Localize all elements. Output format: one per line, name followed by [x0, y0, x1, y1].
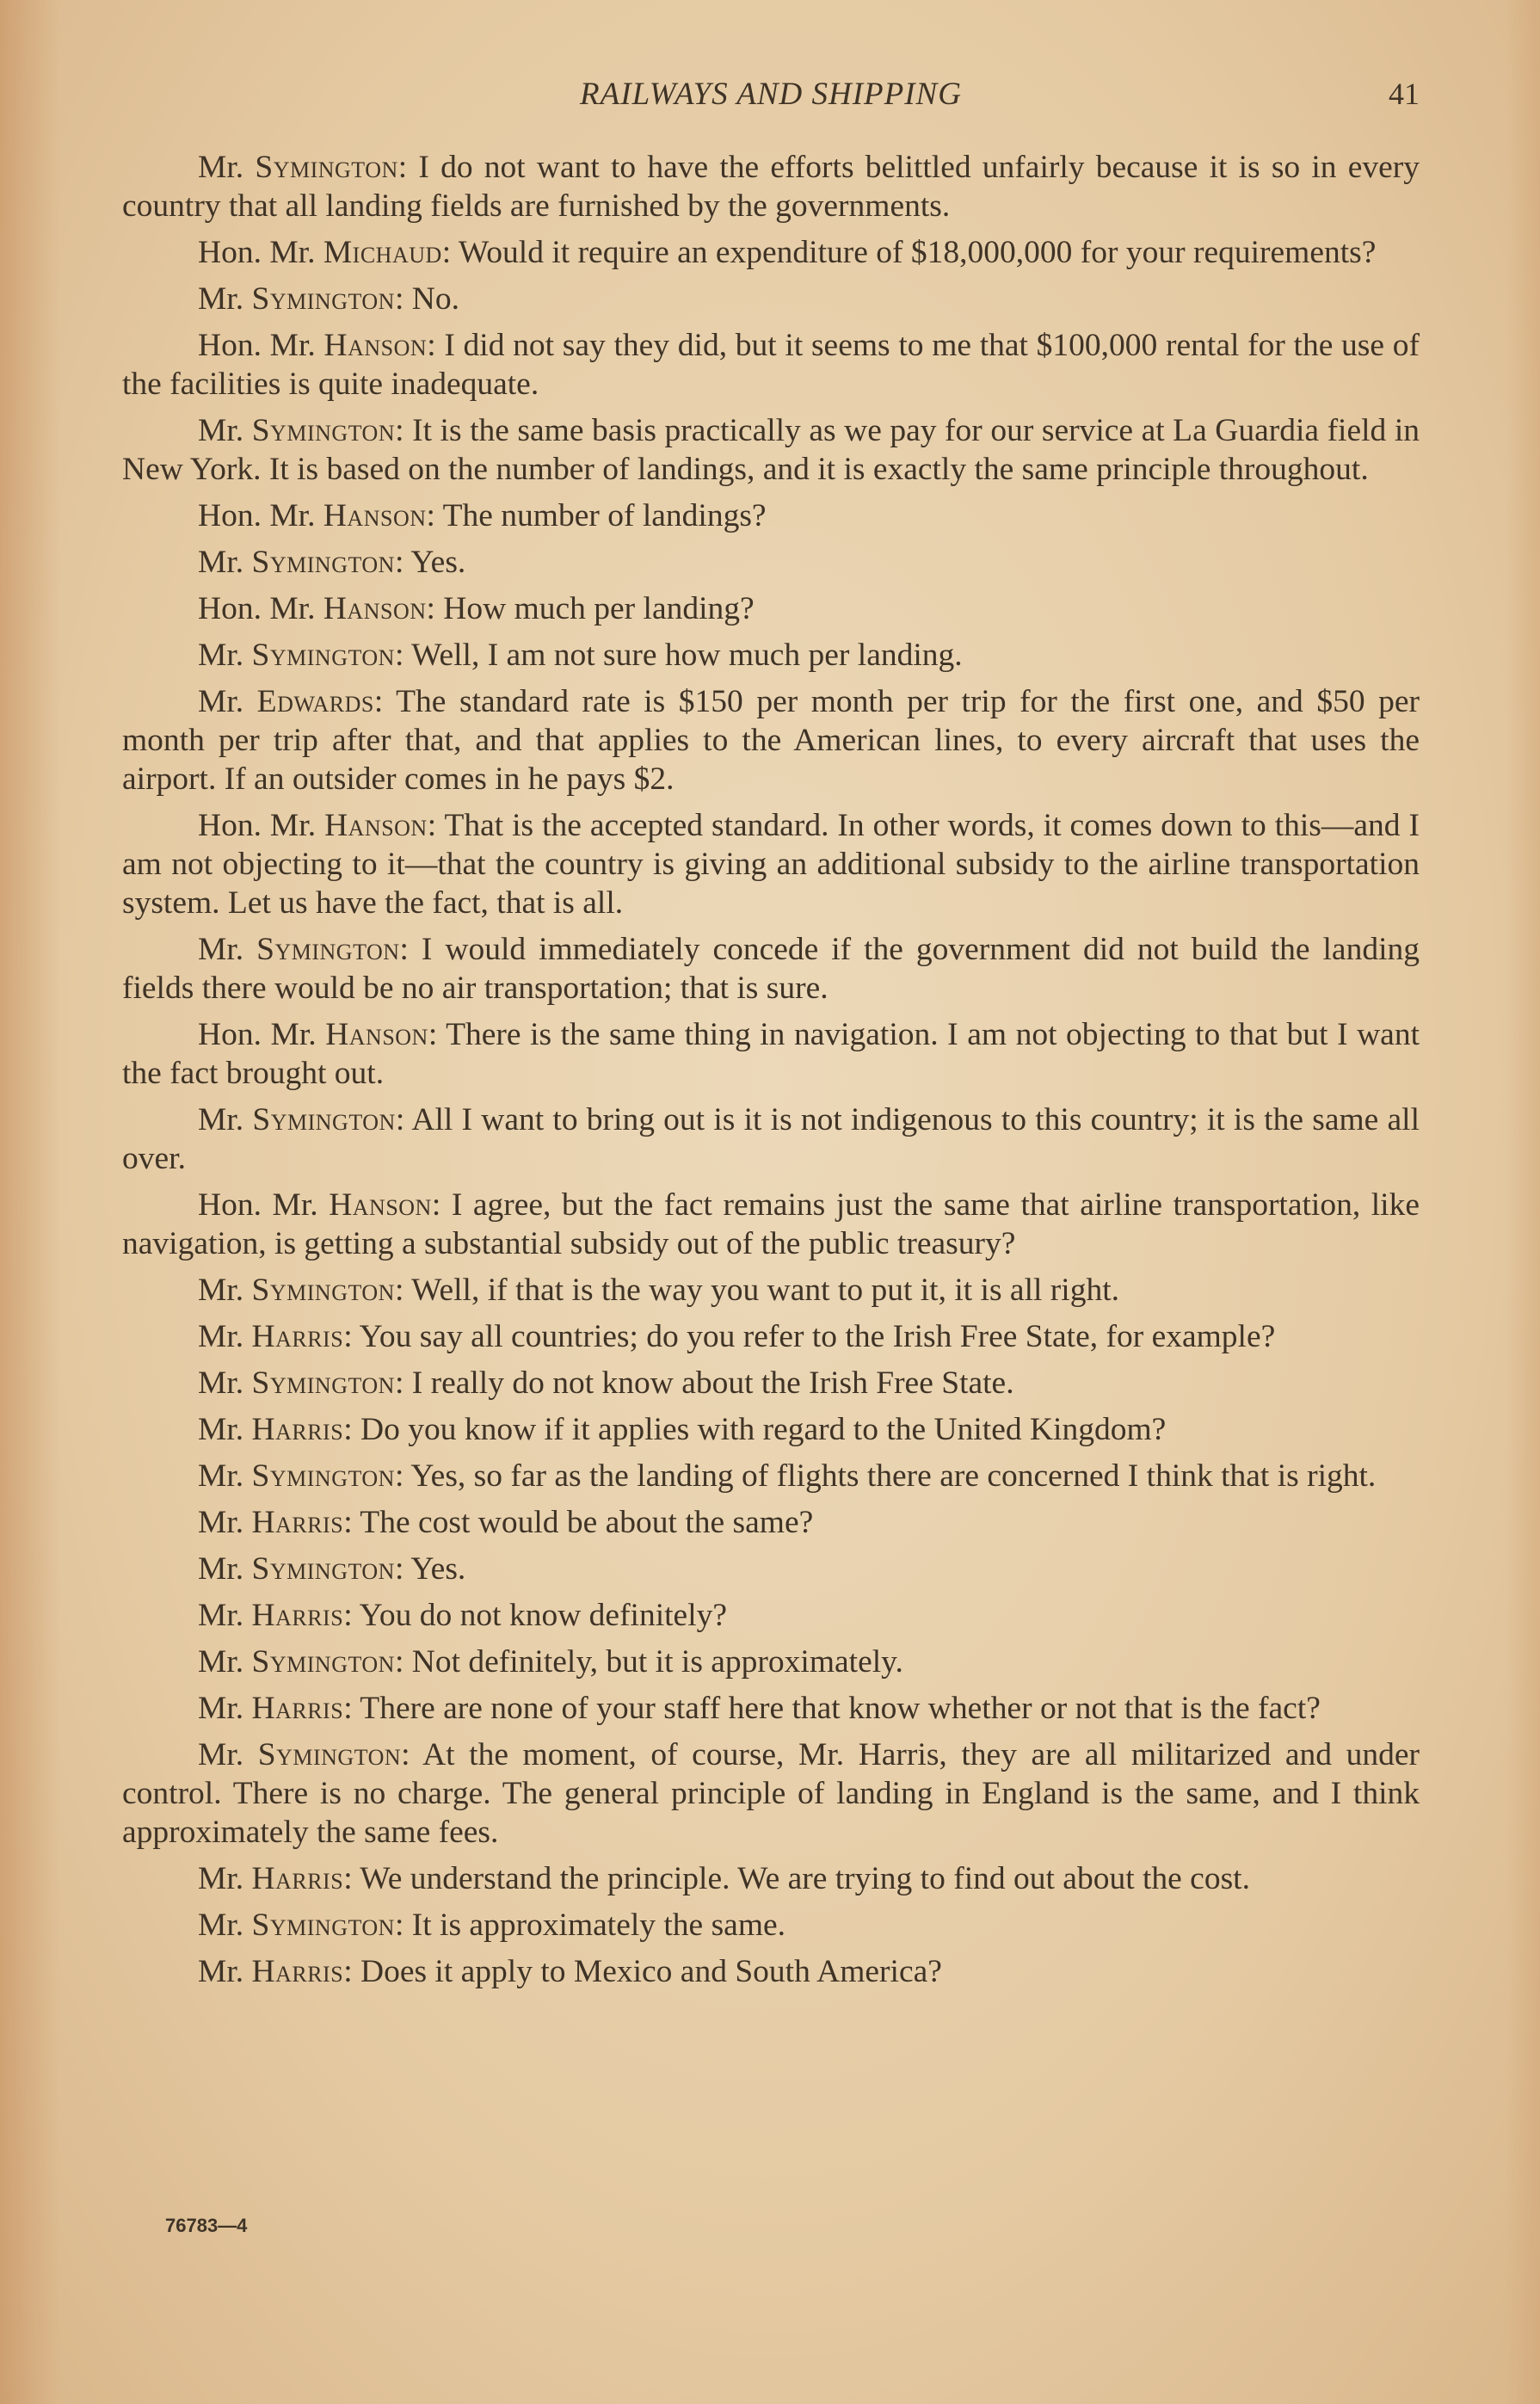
- speaker-name: Symington: [251, 1273, 395, 1308]
- speaker-title: Mr.: [198, 1737, 244, 1772]
- dialogue-paragraph: [122, 496, 1420, 535]
- speaker-title: Mr.: [198, 1644, 244, 1680]
- dialogue-text: I agree, but the fact remains just the same that airline transportation, like navigation, is getting a substantial subsidy out of the public treasury?: [122, 1187, 1420, 1261]
- dialogue-text: Well, if that is the way you want to put it, it is all right.: [403, 1273, 1119, 1308]
- speaker-separator: :: [399, 932, 409, 967]
- speaker-name: Harris: [251, 1954, 344, 1989]
- speaker-title: Mr.: [198, 1365, 244, 1401]
- speaker-title: Mr.: [198, 1861, 244, 1896]
- dialogue-paragraph: [122, 1596, 1420, 1635]
- page-edge-shading: [1506, 0, 1540, 2404]
- speaker-title: Hon. Mr.: [198, 808, 317, 843]
- speaker-title: Mr.: [198, 1458, 244, 1494]
- dialogue-paragraph: [122, 1457, 1420, 1495]
- speaker-separator: :: [394, 1908, 404, 1943]
- speaker-title: Mr.: [198, 413, 244, 448]
- dialogue-paragraph: [122, 326, 1420, 404]
- speaker-name: Symington: [251, 1458, 395, 1494]
- dialogue-text: At the moment, of course, Mr. Harris, they are all militarized and under control. There is no charge. The general principle of landing in England is the same, and I think approximately the same fees.: [122, 1737, 1420, 1850]
- speaker-separator: :: [394, 1458, 404, 1494]
- speaker-name: Harris: [251, 1319, 344, 1354]
- speaker-name: Symington: [257, 1737, 402, 1772]
- speaker-separator: :: [441, 235, 452, 270]
- speaker-name: Michaud: [323, 235, 442, 270]
- dialogue-paragraph: [122, 930, 1420, 1008]
- dialogue-text: Yes.: [403, 1551, 466, 1587]
- speaker-separator: :: [343, 1691, 353, 1726]
- speaker-name: Symington: [256, 932, 400, 967]
- speaker-separator: :: [397, 150, 408, 185]
- running-title: RAILWAYS AND SHIPPING: [580, 77, 962, 112]
- dialogue-paragraph: [122, 806, 1420, 922]
- dialogue-paragraph: [122, 1859, 1420, 1898]
- dialogue-paragraph: [122, 1952, 1420, 1991]
- speaker-separator: :: [343, 1505, 353, 1540]
- speaker-title: Mr.: [198, 1505, 244, 1540]
- speaker-name: Symington: [251, 413, 396, 448]
- speaker-name: Edwards: [256, 684, 374, 719]
- speaker-separator: :: [394, 1644, 404, 1680]
- page-header: [122, 76, 1420, 124]
- dialogue-paragraph: [122, 411, 1420, 489]
- speaker-separator: :: [431, 1187, 441, 1223]
- dialogue-paragraph: [122, 1689, 1420, 1728]
- dialogue-text: We understand the principle. We are trying to find out about the cost.: [352, 1861, 1250, 1896]
- dialogue-paragraph: [122, 1503, 1420, 1542]
- speaker-separator: :: [394, 1365, 404, 1401]
- speaker-name: Hanson: [325, 1017, 428, 1052]
- dialogue-text: Do you know if it applies with regard to the United Kingdom?: [352, 1412, 1167, 1447]
- dialogue-paragraph: [122, 1100, 1420, 1178]
- dialogue-paragraph: [122, 148, 1420, 225]
- transcript-body: [122, 148, 1420, 1999]
- dialogue-text: No.: [403, 281, 459, 317]
- dialogue-paragraph: [122, 543, 1420, 582]
- dialogue-text: There are none of your staff here that know whether or not that is the fact?: [352, 1691, 1321, 1726]
- dialogue-text: The number of landings?: [434, 498, 767, 533]
- dialogue-text: I did not say they did, but it seems to me that $100,000 rental for the use of the facilities is quite inadequate.: [122, 328, 1420, 402]
- speaker-separator: :: [394, 1273, 404, 1308]
- speaker-title: Mr.: [198, 1102, 244, 1137]
- dialogue-paragraph: [122, 280, 1420, 318]
- speaker-name: Hanson: [329, 1187, 432, 1223]
- speaker-separator: :: [343, 1412, 353, 1447]
- speaker-title: Mr.: [198, 1954, 244, 1989]
- dialogue-paragraph: [122, 1271, 1420, 1310]
- speaker-separator: :: [373, 684, 384, 719]
- dialogue-paragraph: [122, 589, 1420, 628]
- speaker-name: Symington: [255, 150, 398, 185]
- speaker-separator: :: [394, 281, 404, 317]
- printer-signature-mark: 76783—4: [165, 2215, 248, 2236]
- speaker-name: Symington: [252, 1102, 396, 1137]
- speaker-separator: :: [343, 1319, 353, 1354]
- speaker-name: Hanson: [323, 591, 427, 626]
- speaker-name: Hanson: [324, 808, 428, 843]
- speaker-title: Hon. Mr.: [198, 235, 316, 270]
- dialogue-text: The cost would be about the same?: [352, 1505, 814, 1540]
- dialogue-paragraph: [122, 233, 1420, 272]
- dialogue-text: You do not know definitely?: [352, 1598, 728, 1633]
- speaker-separator: :: [427, 808, 437, 843]
- speaker-name: Symington: [251, 1908, 395, 1943]
- dialogue-text: Does it apply to Mexico and South America?: [352, 1954, 942, 1989]
- speaker-title: Mr.: [198, 932, 244, 967]
- dialogue-text: It is the same basis practically as we pay for our service at La Guardia field in New York. It is based on the number of landings, and it is exactly the same principle throughout.: [122, 413, 1420, 487]
- dialogue-text: Well, I am not sure how much per landing.: [403, 638, 963, 673]
- speaker-name: Symington: [251, 545, 395, 580]
- speaker-title: Mr.: [198, 1598, 244, 1633]
- dialogue-text: There is the same thing in navigation. I am not objecting to that but I want the fact brought out.: [122, 1017, 1420, 1091]
- dialogue-text: Would it require an expenditure of $18,000,000 for your requirements?: [451, 235, 1377, 270]
- speaker-title: Hon. Mr.: [198, 1187, 318, 1223]
- speaker-name: Symington: [251, 638, 395, 673]
- dialogue-paragraph: [122, 1186, 1420, 1263]
- speaker-title: Mr.: [198, 150, 244, 185]
- speaker-name: Harris: [251, 1598, 344, 1633]
- speaker-separator: :: [343, 1598, 353, 1633]
- speaker-separator: :: [428, 1017, 438, 1052]
- speaker-title: Hon. Mr.: [198, 328, 316, 363]
- dialogue-paragraph: [122, 1410, 1420, 1449]
- speaker-title: Mr.: [198, 281, 244, 317]
- dialogue-text: Not definitely, but it is approximately.: [403, 1644, 903, 1680]
- speaker-separator: :: [395, 413, 404, 448]
- speaker-name: Symington: [251, 1551, 395, 1587]
- speaker-title: Mr.: [198, 545, 244, 580]
- dialogue-paragraph: [122, 1364, 1420, 1402]
- speaker-title: Mr.: [198, 1319, 244, 1354]
- speaker-title: Mr.: [198, 638, 244, 673]
- dialogue-paragraph: [122, 636, 1420, 675]
- page-number: 41: [1389, 77, 1420, 111]
- dialogue-text: Yes.: [403, 545, 466, 580]
- speaker-name: Hanson: [323, 498, 427, 533]
- speaker-title: Hon. Mr.: [198, 591, 316, 626]
- dialogue-text: I would immediately concede if the government did not build the landing fields there would be no air transportation; that is sure.: [122, 932, 1420, 1006]
- dialogue-text: It is approximately the same.: [403, 1908, 786, 1943]
- speaker-separator: :: [395, 1102, 405, 1137]
- dialogue-text: I do not want to have the efforts belittled unfairly because it is so in every country that all landing fields are furnished by the governments.: [122, 150, 1420, 224]
- speaker-separator: :: [394, 638, 404, 673]
- speaker-name: Harris: [251, 1691, 344, 1726]
- speaker-name: Symington: [251, 1644, 395, 1680]
- speaker-title: Hon. Mr.: [198, 498, 316, 533]
- dialogue-paragraph: [122, 1906, 1420, 1945]
- speaker-separator: :: [427, 328, 436, 363]
- speaker-title: Mr.: [198, 684, 244, 719]
- speaker-separator: :: [426, 591, 435, 626]
- speaker-separator: :: [343, 1861, 353, 1896]
- dialogue-text: That is the accepted standard. In other words, it comes down to this—and I am not objecting to it—that the country is giving an additional subsidy to the airline transportation system. Let us have the fact, that is all.: [122, 808, 1420, 921]
- dialogue-paragraph: [122, 1550, 1420, 1588]
- dialogue-paragraph: [122, 1735, 1420, 1852]
- speaker-separator: :: [401, 1737, 410, 1772]
- speaker-name: Symington: [251, 281, 395, 317]
- speaker-title: Mr.: [198, 1908, 244, 1943]
- dialogue-text: How much per landing?: [434, 591, 755, 626]
- page-edge-shading: [0, 0, 60, 2404]
- speaker-name: Harris: [251, 1412, 344, 1447]
- dialogue-text: Yes, so far as the landing of flights there are concerned I think that is right.: [403, 1458, 1377, 1494]
- dialogue-paragraph: [122, 682, 1420, 798]
- dialogue-paragraph: [122, 1317, 1420, 1356]
- speaker-separator: :: [426, 498, 435, 533]
- dialogue-text: You say all countries; do you refer to the Irish Free State, for example?: [352, 1319, 1276, 1354]
- dialogue-text: The standard rate is $150 per month per trip for the first one, and $50 per month per trip after that, and that applies to the American lines, to every aircraft that uses the airport. If an outsider comes in he pays $2.: [122, 684, 1420, 797]
- speaker-separator: :: [394, 1551, 404, 1587]
- speaker-name: Symington: [251, 1365, 395, 1401]
- speaker-name: Harris: [251, 1861, 344, 1896]
- speaker-title: Mr.: [198, 1691, 244, 1726]
- dialogue-text: I really do not know about the Irish Free State.: [403, 1365, 1014, 1401]
- speaker-name: Hanson: [323, 328, 428, 363]
- speaker-title: Mr.: [198, 1551, 244, 1587]
- speaker-title: Mr.: [198, 1273, 244, 1308]
- dialogue-paragraph: [122, 1015, 1420, 1093]
- dialogue-text: All I want to bring out is it is not indigenous to this country; it is the same all over.: [122, 1102, 1420, 1176]
- speaker-title: Hon. Mr.: [198, 1017, 317, 1052]
- speaker-name: Harris: [251, 1505, 344, 1540]
- speaker-separator: :: [394, 545, 404, 580]
- speaker-title: Mr.: [198, 1412, 244, 1447]
- dialogue-paragraph: [122, 1643, 1420, 1681]
- speaker-separator: :: [343, 1954, 353, 1989]
